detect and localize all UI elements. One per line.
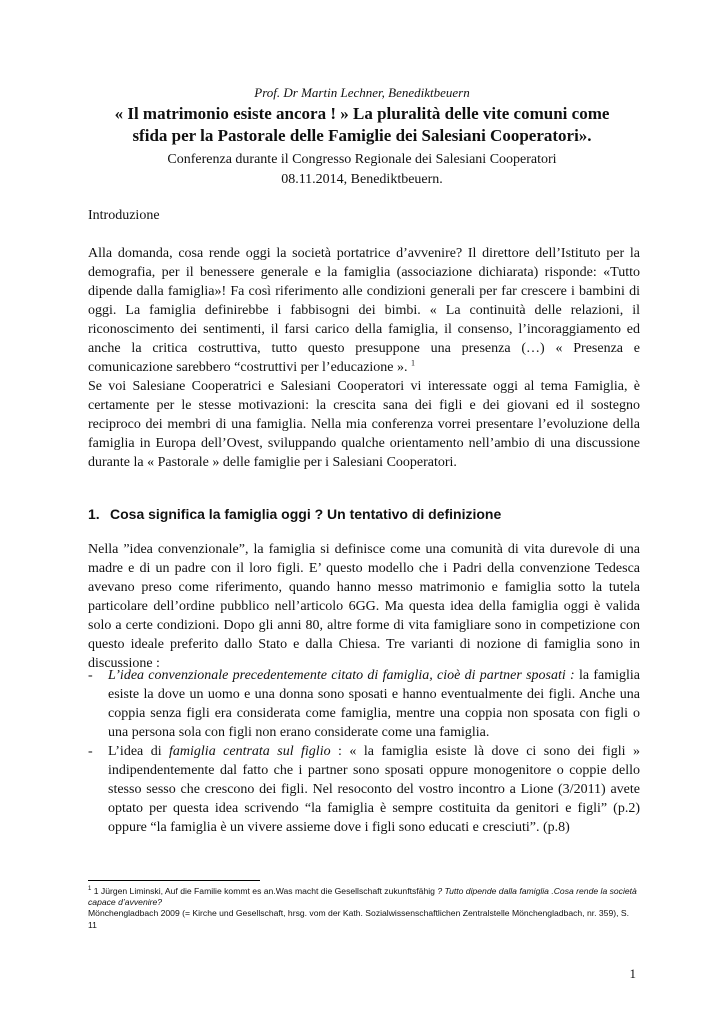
intro-heading: Introduzione [88, 208, 160, 223]
list-item-prefix: L’idea di [108, 744, 170, 759]
section-number: 1. [88, 506, 100, 522]
intro-paragraph-1-text: Alla domanda, cosa rende oggi la società portatrice d’avvenire? Il direttore dell’Istituto per la demografia, per il benessere generale e la famiglia (associazione dichiarata) risponde: «Tutto dipende dalla famiglia»! Fa così riferimento alle condizioni generali per far crescere i bambini di oggi. La famiglia definirebbe i fabbisogni dei bimbi. « La continuità delle relazioni, il riconoscimento dei sentimenti, il farsi carico della famiglia, il consenso, l’incoraggiamento ed anche la critica costruttiva, tutto questo presuppone una presenza (…) « Presenza e comunicazione sarebbero “costruttivi per l’educazione ». [88, 246, 640, 375]
section-title: Cosa significa la famiglia oggi ? Un tentativo di definizione [110, 506, 502, 522]
footnote-italic: ? Tutto dipende dalla famiglia .Cosa rende la società capace d’avvenire? [88, 886, 637, 908]
page-number: 1 [629, 966, 636, 981]
section-heading [88, 505, 640, 524]
list-item-italic: L’idea convenzionale precedentemente citato di famiglia, cioè di partner sposati : [108, 668, 575, 683]
footnote-separator [88, 880, 260, 881]
list-dash: - [88, 744, 93, 759]
list-item-italic: famiglia centrata sul figlio [169, 744, 331, 759]
document-title [60, 103, 664, 147]
footnote-mark: 1 [88, 886, 92, 893]
list-item-text: la famiglia esiste la dove un uomo e una donna sono sposati e hanno eventualmente dei figli. Anche una coppia senza figli era considerata come famiglia, mentre una coppia non sposata con figli o una persona sola con figli non erano considerate come una famiglia. [108, 668, 640, 740]
list-item [88, 666, 640, 742]
definition-list [88, 666, 640, 837]
footnote [88, 886, 640, 931]
subtitle-line-1: Conferenza durante il Congresso Regionale dei Salesiani Cooperatori [167, 152, 557, 167]
intro-body [88, 244, 640, 472]
footnote-line-1 [88, 886, 640, 908]
footnote-text: 1 Jürgen Liminski, Auf die Familie kommt es an.Was macht die Gesellschaft zukunftsfähig [91, 886, 438, 896]
footnote-reference[interactable]: 1 [411, 358, 416, 368]
intro-paragraph-2: Se voi Salesiane Cooperatrici e Salesiani Cooperatori vi interessate oggi al tema Famiglia, è certamente per le stesse motivazioni: la crescita sana dei figli e dei giovani ed il sostegno reciproco dei membri di una famiglia. Nella mia conferenza vorrei presentare l’evoluzione della famiglia in Europa dell’Ovest, sviluppando qualche orientamento nell’ambio di una discussione durante la « Pastorale » delle famiglie per i Salesiani Cooperatori. [88, 379, 640, 470]
list-dash: - [88, 668, 93, 683]
title-line-2: sfida per la Pastorale delle Famiglie dei Salesiani Cooperatori». [132, 126, 592, 145]
title-line-1: « Il matrimonio esiste ancora ! » La pluralità delle vite comuni come [114, 104, 610, 123]
subtitle-line-2: 08.11.2014, Benediktbeuern. [281, 172, 443, 187]
author-line: Prof. Dr Martin Lechner, Benediktbeuern [254, 85, 470, 100]
footnote-line-2: Mönchengladbach 2009 (= Kirche und Gesellschaft, hrsg. vom der Kath. Sozialwissenschaftlichen Zentralstelle Mönchengladbach, nr. 359), S. 11 [88, 908, 629, 930]
list-item-text: : « la famiglia esiste là dove ci sono dei figli » indipendentemente dal fatto che i partner sono sposati oppure monogenitore o coppie dello stesso sesso che crescono dei figli. Nel resoconto del vostro incontro a Lione (3/2011) avete optato per questa idea scrivendo “la famiglia è sempre costituita da genitori e figli” (p.2) oppure “la famiglia è un vivere assieme dove i figli sono educati e cresciuti”. (p.8) [108, 744, 640, 835]
section-paragraph: Nella ”idea convenzionale”, la famiglia si definisce come una comunità di vita durevole di una madre e di un padre con il loro figli. E’ questo modello che i Padri della convenzione Tedesca avevano preso come riferimento, quando hanno messo matrimonio e famiglia sotto la tutela particolare dell’ordine pubblico nell’articolo 6GG. Ma questa idea della famiglia oggi è valida solo a certe condizioni. Dopo gli anni 80, altre forme di vita famigliare sono in competizione con questo ideale preferito dallo Stato e dalla Chiesa. Tre varianti di nozione di famiglia sono in discussione : [88, 542, 640, 671]
list-item [88, 742, 640, 837]
intro-paragraph-1 [88, 244, 640, 377]
